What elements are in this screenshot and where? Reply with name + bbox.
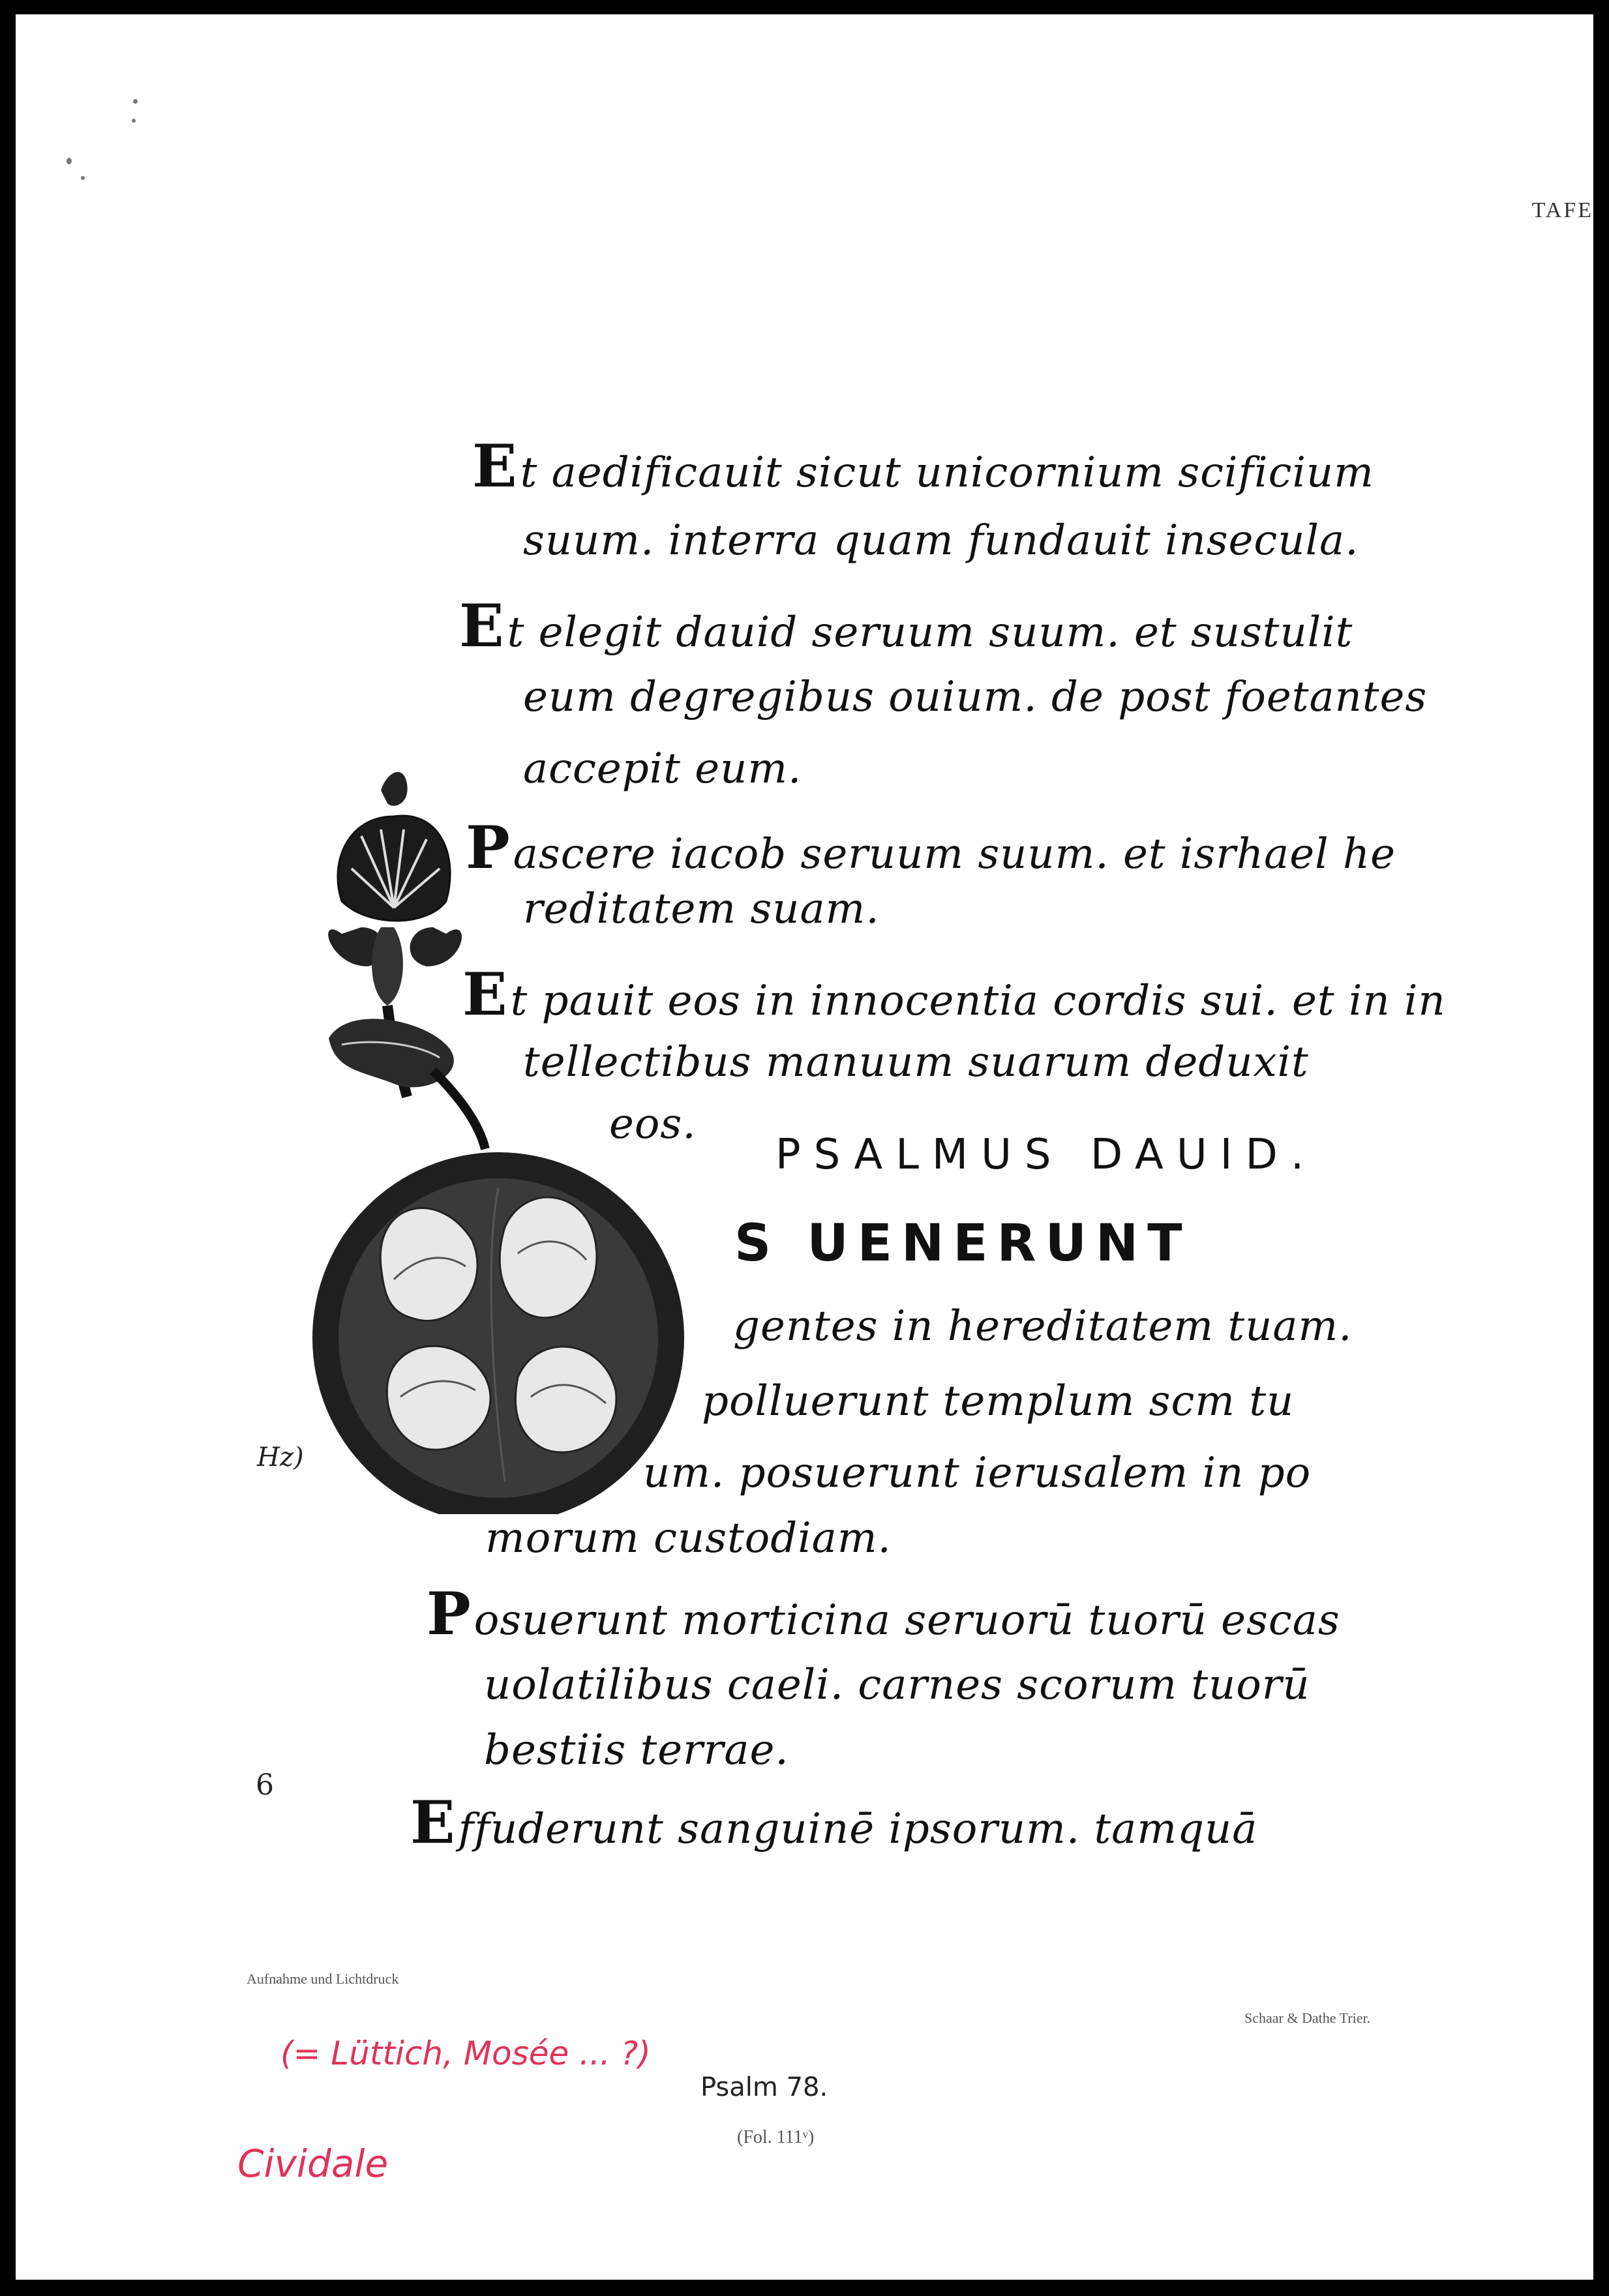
margin-mark: Hz) [257,1442,304,1472]
manuscript-line: Posuerunt morticina seruorū tuorū escas [427,1579,1340,1648]
manuscript-line: Pascere iacob seruum suum. et isrhael he [466,813,1396,882]
manuscript-line: morum custodiam. [485,1514,892,1562]
speck [132,119,136,123]
manuscript-line: uolatilibus caeli. carnes scorum tuorū [484,1661,1310,1709]
manuscript-line: suum. interra quam fundauit insecula. [523,516,1359,565]
manuscript-line: eum degregibus ouium. de post foetantes [523,673,1428,721]
photo-credit: Aufnahme und Lichtdruck [247,1971,399,1987]
manuscript-line: um. posuerunt ierusalem in po [643,1449,1312,1497]
manuscript-line: gentes in hereditatem tuam. [733,1302,1353,1350]
folio-reference: (Fol. 111ᵛ) [737,2127,815,2147]
margin-number: 6 [256,1768,274,1802]
pencil-annotation: (= Lüttich, Mosée ... ?) [280,2035,651,2072]
manuscript-line: polluerunt templum scm tu [702,1377,1295,1425]
pencil-annotation-city: Cividale [237,2141,389,2186]
plate-sheet [16,14,1593,2280]
manuscript-line: tellectibus manuum suarum deduxit [523,1038,1309,1086]
manuscript-line: Et elegit dauid seruum suum. et sustulit [459,591,1353,661]
manuscript-line: Effuderunt sanguinē ipsorum. tamquā [410,1788,1258,1857]
manuscript-line: Et aedificauit sicut unicornium scificium [472,432,1374,501]
psalm-rubric: PSALMUS DAUID. [775,1131,1317,1179]
plate-caption: Psalm 78. [700,2072,828,2102]
manuscript-line: accepit eum. [523,745,802,793]
speck [133,99,138,104]
printer-credit: Schaar & Dathe Trier. [1244,2010,1371,2026]
manuscript-line: bestiis terrae. [484,1726,789,1774]
manuscript-line: eos. [609,1100,697,1148]
plate-label: TAFE [1531,198,1593,222]
manuscript-line: reditatem suam. [523,885,880,933]
speck [81,176,85,180]
psalm-incipit: S UENERUNT [734,1214,1192,1273]
speck [67,158,72,164]
manuscript-line: Et pauit eos in innocentia cordis sui. et in in [462,960,1446,1029]
